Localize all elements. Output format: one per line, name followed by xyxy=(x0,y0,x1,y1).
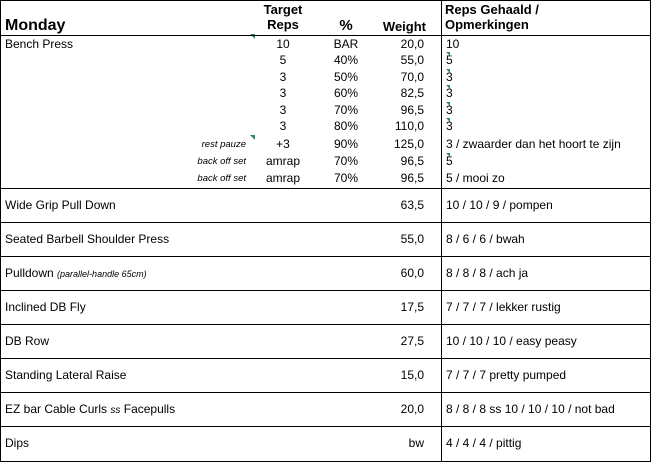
exercise-note: 10 / 10 / 10 / easy peasy xyxy=(446,334,577,348)
row-divider xyxy=(0,256,651,257)
set-label: rest pauze xyxy=(201,139,246,150)
day-title: Monday xyxy=(5,17,66,34)
set-target-reps: 3 xyxy=(279,119,287,133)
exercise-name-sub: ss xyxy=(110,405,121,416)
set-percent: 50% xyxy=(333,70,359,84)
notes-header-line1: Reps Gehaald / xyxy=(445,2,539,17)
exercise-weight: 55,0 xyxy=(400,232,424,246)
comment-indicator-icon xyxy=(446,85,450,89)
set-target-reps: 3 xyxy=(279,103,287,117)
comment-indicator-icon xyxy=(446,69,450,73)
set-weight: 110,0 xyxy=(394,119,424,133)
exercise-name-main: EZ bar Cable Curls xyxy=(5,402,108,416)
exercise-name: Inclined DB Fly xyxy=(5,300,86,314)
set-target-reps: 3 xyxy=(279,70,287,84)
exercise-weight: 63,5 xyxy=(400,198,424,212)
exercise-note: 7 / 7 / 7 pretty pumped xyxy=(446,368,567,382)
set-target-reps: amrap xyxy=(265,154,300,168)
set-percent: 60% xyxy=(333,86,359,100)
row-divider xyxy=(0,426,651,427)
exercise-name xyxy=(5,267,147,279)
target-header-line2: Reps xyxy=(267,17,299,32)
exercise-note: 8 / 6 / 6 / bwah xyxy=(446,232,525,246)
set-note: 3 xyxy=(446,103,453,117)
exercise-name-tail: Facepulls xyxy=(123,402,176,416)
exercise-weight: 27,5 xyxy=(400,334,424,348)
set-note: 3 xyxy=(446,119,453,133)
set-weight: 20,0 xyxy=(400,37,424,51)
row-divider xyxy=(0,324,651,325)
set-weight: 55,0 xyxy=(400,53,424,67)
exercise-weight: 17,5 xyxy=(400,300,424,314)
set-note: 5 xyxy=(446,154,453,168)
set-target-reps: amrap xyxy=(265,171,300,185)
set-target-reps: +3 xyxy=(276,137,290,151)
set-note: 3 xyxy=(446,70,453,84)
set-weight: 96,5 xyxy=(400,171,424,185)
percent-header: % xyxy=(339,17,353,34)
set-label: back off set xyxy=(197,173,246,184)
set-weight: 125,0 xyxy=(393,137,424,151)
set-percent: 70% xyxy=(333,154,359,168)
set-weight: 96,5 xyxy=(400,103,424,117)
exercise-note: 8 / 8 / 8 / ach ja xyxy=(446,266,529,280)
exercise-name: Wide Grip Pull Down xyxy=(5,198,116,212)
exercise-weight: 15,0 xyxy=(400,368,424,382)
set-note: 5 xyxy=(446,53,453,67)
exercise-name: Seated Barbell Shoulder Press xyxy=(5,232,170,246)
exercise-note: 4 / 4 / 4 / pittig xyxy=(446,436,522,450)
comment-indicator-icon xyxy=(446,118,450,122)
comment-indicator-icon xyxy=(446,102,450,106)
exercise-weight: bw xyxy=(408,436,424,450)
set-percent: 80% xyxy=(333,119,359,133)
exercise-name-sub: (parallel-handle 65cm) xyxy=(57,269,147,279)
target-header-line1: Target xyxy=(263,2,303,17)
set-weight: 96,5 xyxy=(400,154,424,168)
exercise-weight: 60,0 xyxy=(400,266,424,280)
set-target-reps: 3 xyxy=(279,86,287,100)
set-note: 3 / zwaarder dan het hoort te zijn xyxy=(446,137,621,151)
set-weight: 82,5 xyxy=(400,86,424,100)
set-note: 10 xyxy=(446,37,460,51)
comment-indicator-icon xyxy=(446,153,450,157)
table-border-left xyxy=(0,0,1,462)
exercise-note: 10 / 10 / 9 / pompen xyxy=(446,198,553,212)
set-label: back off set xyxy=(197,156,246,167)
set-note: 5 / mooi zo xyxy=(446,171,505,185)
table-border-top xyxy=(0,0,651,1)
header-divider xyxy=(0,35,651,36)
row-divider xyxy=(0,358,651,359)
exercise-name-main: Pulldown xyxy=(5,266,54,280)
row-divider xyxy=(0,188,651,189)
row-divider xyxy=(0,290,651,291)
exercise-name xyxy=(5,403,175,416)
exercise-name-bench-press: Bench Press xyxy=(5,37,74,51)
comment-indicator-icon xyxy=(446,52,450,56)
set-percent: 70% xyxy=(333,171,359,185)
set-note: 3 xyxy=(446,86,453,100)
exercise-weight: 20,0 xyxy=(400,402,424,416)
notes-column-divider xyxy=(441,0,442,462)
set-target-reps: 5 xyxy=(279,53,287,67)
set-percent: 90% xyxy=(333,137,359,151)
exercise-note: 8 / 8 / 8 ss 10 / 10 / 10 / not bad xyxy=(446,402,615,416)
set-weight: 70,0 xyxy=(400,70,424,84)
exercise-name: Standing Lateral Raise xyxy=(5,368,127,382)
row-divider xyxy=(0,392,651,393)
set-percent: BAR xyxy=(333,37,359,51)
row-divider xyxy=(0,222,651,223)
set-percent: 40% xyxy=(333,53,359,67)
weight-header: Weight xyxy=(382,19,426,34)
exercise-name: Dips xyxy=(5,436,30,450)
set-percent: 70% xyxy=(333,103,359,117)
set-target-reps: 10 xyxy=(276,37,290,51)
exercise-name: DB Row xyxy=(5,334,50,348)
notes-header-line2: Opmerkingen xyxy=(445,17,529,32)
exercise-note: 7 / 7 / 7 / lekker rustig xyxy=(446,300,561,314)
